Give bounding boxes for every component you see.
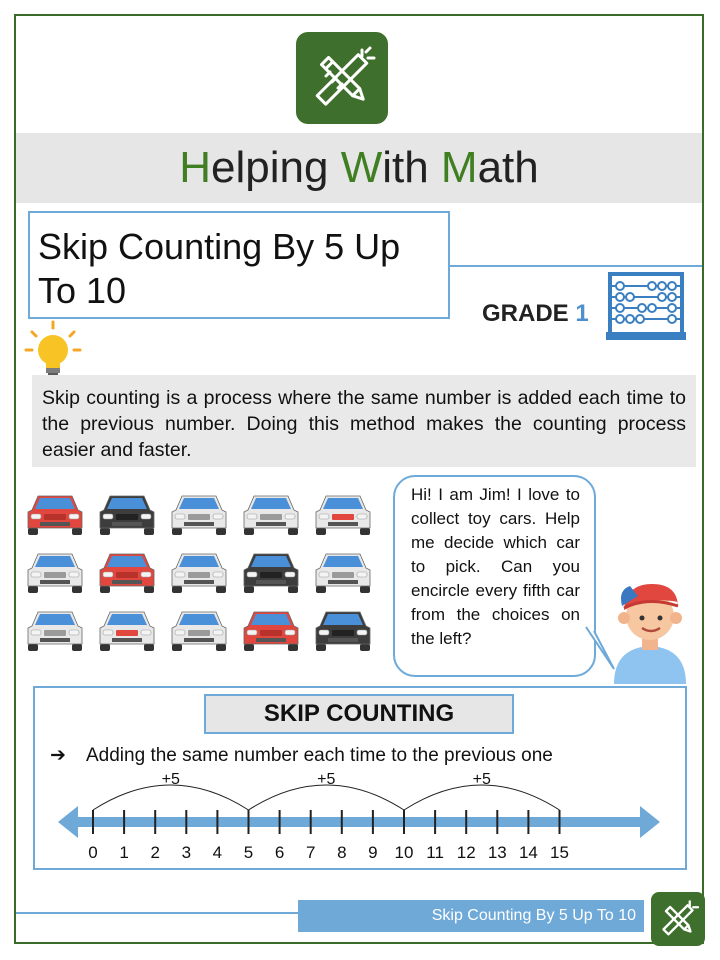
footer-line: [16, 912, 306, 914]
toy-car[interactable]: [168, 548, 230, 594]
number-line-label: 15: [550, 843, 569, 862]
number-line-label: 12: [456, 843, 476, 862]
abacus-icon: [606, 270, 686, 342]
number-line-label: 6: [274, 843, 285, 862]
brand-banner: [16, 133, 702, 203]
number-line-label: 8: [337, 843, 347, 862]
number-line-right-arrow: [640, 806, 660, 838]
brand-title: [179, 143, 539, 192]
brand-title-part: ith: [382, 143, 441, 192]
toy-car[interactable]: [240, 548, 302, 594]
boy-avatar: [608, 566, 692, 684]
toy-car[interactable]: [24, 548, 86, 594]
number-line-label: 4: [212, 843, 223, 862]
footer-title: Skip Counting By 5 Up To 10: [298, 900, 644, 932]
number-line-label: 11: [426, 843, 444, 862]
lightbulb-icon: [24, 320, 82, 382]
definition-text: Skip counting is a process where the same number is added each time to the previous number. Doing this method makes the counting process easier and faster.: [32, 375, 696, 467]
number-line-label: 5: [243, 843, 254, 862]
toy-car[interactable]: [240, 490, 302, 536]
title-connector-line: [440, 265, 702, 267]
number-line-left-arrow: [58, 806, 78, 838]
skip-jump-label: +5: [472, 771, 491, 788]
toy-car[interactable]: [24, 490, 86, 536]
grade-number: 1: [575, 300, 589, 327]
toy-car[interactable]: [168, 490, 230, 536]
skip-jump-arc: [249, 785, 405, 810]
number-line-label: 7: [305, 843, 316, 862]
brand-title-part: W: [340, 143, 383, 192]
toy-car[interactable]: [96, 606, 158, 652]
number-line-label: 14: [518, 843, 538, 862]
toy-car[interactable]: [312, 606, 374, 652]
grade-label: [482, 300, 589, 328]
number-line-label: 9: [368, 843, 378, 862]
toy-car[interactable]: [168, 606, 230, 652]
pencil-ruler-icon: [296, 32, 388, 124]
number-line-label: 13: [487, 843, 507, 862]
number-line-label: 3: [181, 843, 192, 862]
skip-jump-arc: [404, 785, 560, 810]
skip-bullet-text: Adding the same number each time to the previous one: [86, 745, 553, 766]
number-line-label: 1: [119, 843, 129, 862]
number-line-label: 2: [150, 843, 160, 862]
speech-bubble: Hi! I am Jim! I love to collect toy cars. Help me decide which car to pick. Can you encircle every fifth car from the choices on the left?: [393, 475, 596, 677]
number-line-label: 0: [88, 843, 98, 862]
skip-jump-label: +5: [317, 771, 336, 788]
toy-car[interactable]: [96, 490, 158, 536]
brand-title-part: M: [440, 143, 478, 192]
toy-car[interactable]: [96, 548, 158, 594]
car-grid: [24, 490, 376, 660]
brand-title-part: ath: [477, 143, 539, 192]
number-line: [56, 764, 662, 864]
brand-title-part: H: [179, 143, 212, 192]
number-line-label: 10: [394, 843, 414, 862]
pencil-ruler-icon: [651, 892, 705, 946]
skip-counting-heading: SKIP COUNTING: [204, 694, 514, 734]
skip-jump-arc: [93, 785, 249, 810]
brand-title-part: elping: [211, 143, 341, 192]
skip-jump-label: +5: [161, 771, 180, 788]
grade-text: GRADE: [482, 300, 569, 327]
toy-car[interactable]: [312, 490, 374, 536]
toy-car[interactable]: [312, 548, 374, 594]
toy-car[interactable]: [24, 606, 86, 652]
toy-car[interactable]: [240, 606, 302, 652]
worksheet-title: Skip Counting By 5 Up To 10: [28, 211, 450, 319]
arrow-right-icon: ➔: [50, 745, 66, 766]
